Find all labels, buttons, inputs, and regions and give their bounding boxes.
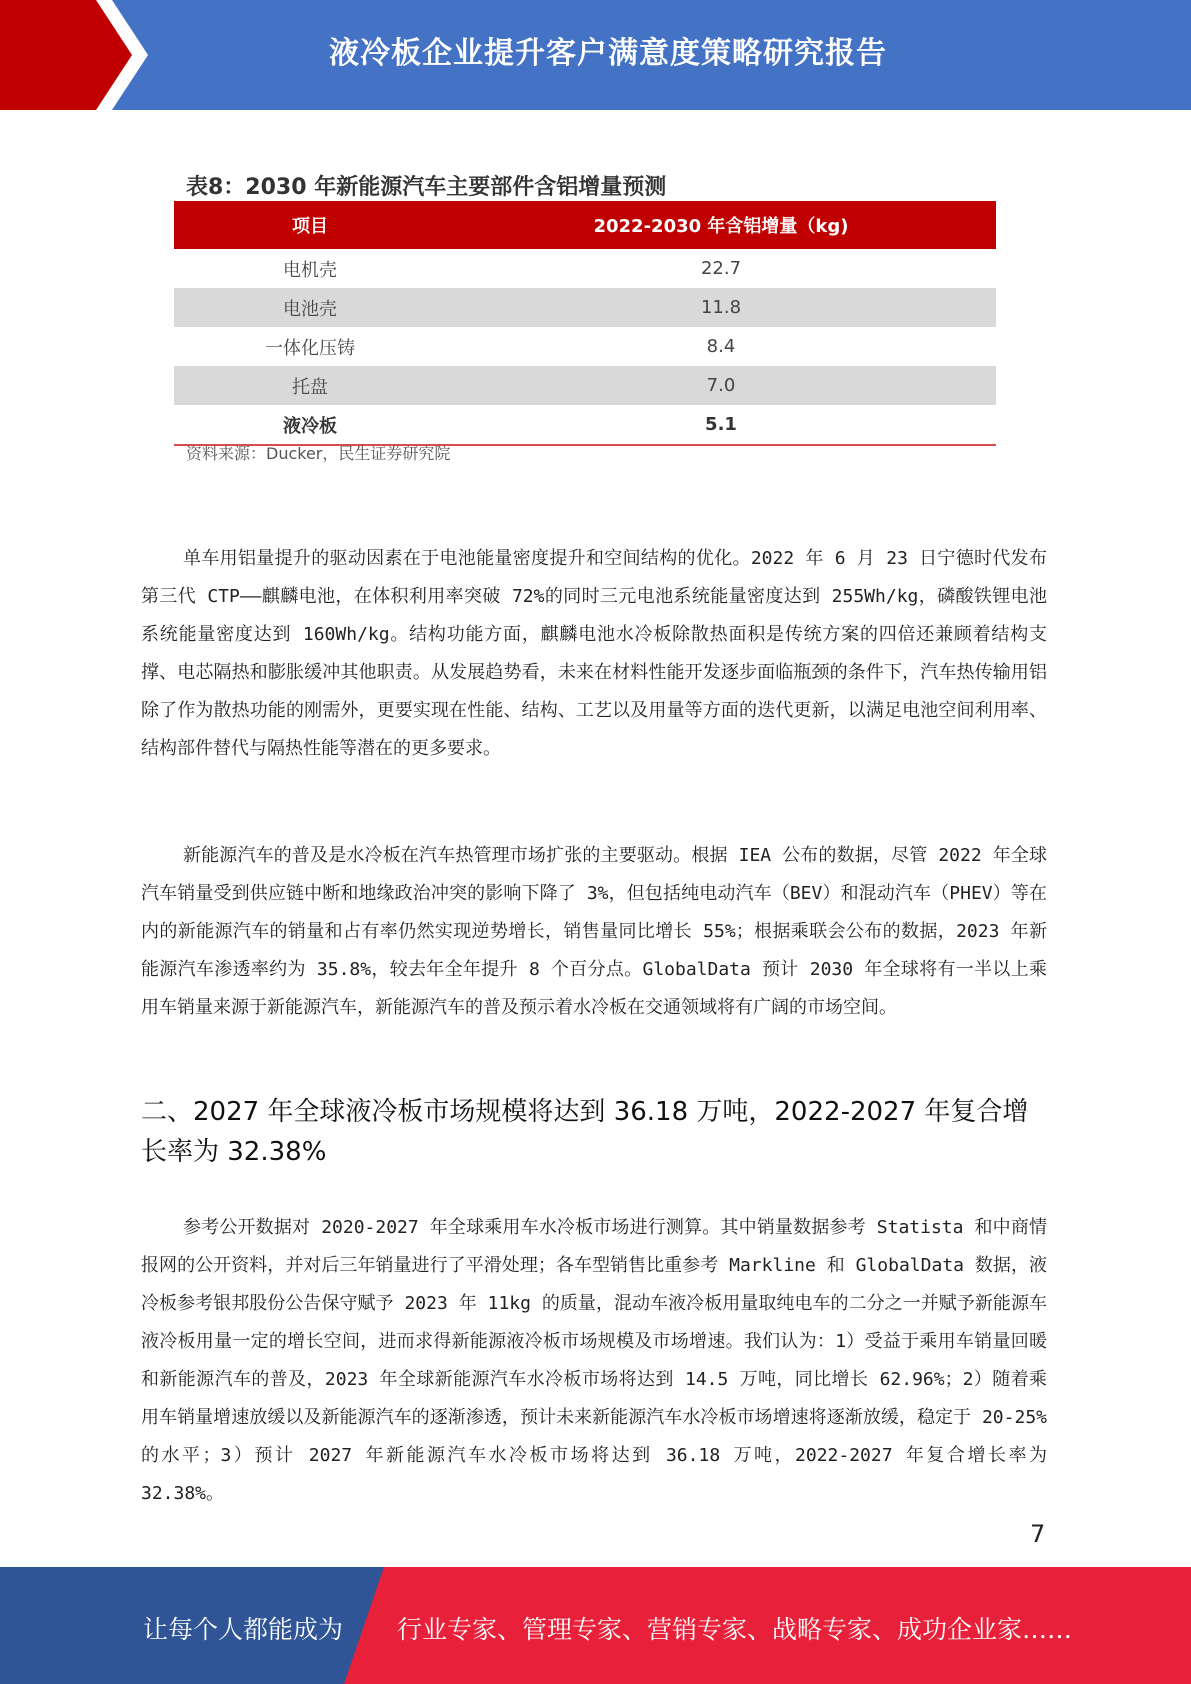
table-row [174,249,996,288]
row-value: 5.1 [446,405,996,445]
footer-slogan-right: 行业专家、管理专家、营销专家、战略专家、成功企业家…… [397,1615,1073,1644]
row-value: 8.4 [706,336,736,357]
table-row [174,366,996,405]
table-caption: 表8：2030 年新能源汽车主要部件含铝增量预测 [186,175,667,200]
row-item: 托盘 [174,366,446,405]
footer-slogan-left: 让每个人都能成为 [143,1615,344,1644]
page-number: 7 [1030,1520,1046,1548]
table-row [174,288,996,327]
row-value: 7.0 [446,366,996,405]
table-row [174,327,996,366]
aluminum-increment-table [174,201,996,446]
row-item: 电机壳 [283,259,337,281]
row-item: 电池壳 [174,288,446,327]
row-item: 液冷板 [174,405,446,445]
body-paragraph: 单车用铝量提升的驱动因素在于电池能量密度提升和空间结构的优化。2022 年 6 月 23 日宁德时代发布第三代 CTP——麒麟电池，在体积利用率突破 72%的同时三元电池系统能量密度达到 255Wh/kg，磷酸铁锂电池系统能量密度达到 160Wh/kg。结构功能方面，麒麟电池水冷板除散热面积是传统方案的四倍还兼顾着结构支撑、电芯隔热和膨胀缓冲其他职责。从发展趋势看，未来在材料性能开发逐步面临瓶颈的条件下，汽车热传输用铝除了作为散热功能的刚需外，更要实现在性能、结构、工艺以及用量等方面的迭代更新，以满足电池空间利用率、结构部件替代与隔热性能等潜在的更多要求。 [141,548,1047,759]
column-header-item: 项目 [174,201,446,249]
body-paragraph: 新能源汽车的普及是水冷板在汽车热管理市场扩张的主要驱动。根据 IEA 公布的数据，尽管 2022 年全球汽车销量受到供应链中断和地缘政治冲突的影响下降了 3%，但包括纯电动汽车（BEV）和混动汽车（PHEV）等在内的新能源汽车的销量和占有率仍然实现逆势增长，销售量同比增长 55%；根据乘联会公布的数据，2023 年新能源汽车渗透率约为 35.8%，较去年全年提升 8 个百分点。GlobalData 预计 2030 年全球将有一半以上乘用车销量来源于新能源汽车，新能源汽车的普及预示着水冷板在交通领域将有广阔的市场空间。 [141,845,1047,1018]
body-paragraph: 参考公开数据对 2020-2027 年全球乘用车水冷板市场进行测算。其中销量数据参考 Statista 和中商情报网的公开资料，并对后三年销量进行了平滑处理；各车型销售比重参考 Markline 和 GlobalData 数据，液冷板参考银邦股份公告保守赋予 2023 年 11kg 的质量，混动车液冷板用量取纯电车的二分之一并赋予新能源车液冷板用量一定的增长空间，进而求得新能源液冷板市场规模及市场增速。我们认为：1）受益于乘用车销量回暖和新能源汽车的普及，2023 年全球新能源汽车水冷板市场将达到 14.5 万吨，同比增长 62.96%；2）随着乘用车销量增速放缓以及新能源汽车的逐渐渗透，预计未来新能源汽车水冷板市场增速将逐渐放缓，稳定于 20-25%的水平；3）预计 2027 年新能源汽车水冷板市场将达到 36.18 万吨，2022-2027 年复合增长率为 32.38%。 [141,1217,1047,1504]
table-row [174,405,996,445]
row-item: 一体化压铸 [265,337,355,359]
table-source-note: 资料来源：Ducker，民生证券研究院 [186,444,451,463]
row-value: 22.7 [700,258,742,279]
report-title: 液冷板企业提升客户满意度策略研究报告 [329,36,887,71]
row-value: 11.8 [446,288,996,327]
section-heading: 二、2027 年全球液冷板市场规模将达到 36.18 万吨，2022-2027 年复合增长率为 32.38% [141,1097,1029,1167]
column-header-value: 2022-2030 年含铝增量（kg) [446,201,996,249]
table-header-row [174,201,996,249]
page-header [0,0,1191,110]
